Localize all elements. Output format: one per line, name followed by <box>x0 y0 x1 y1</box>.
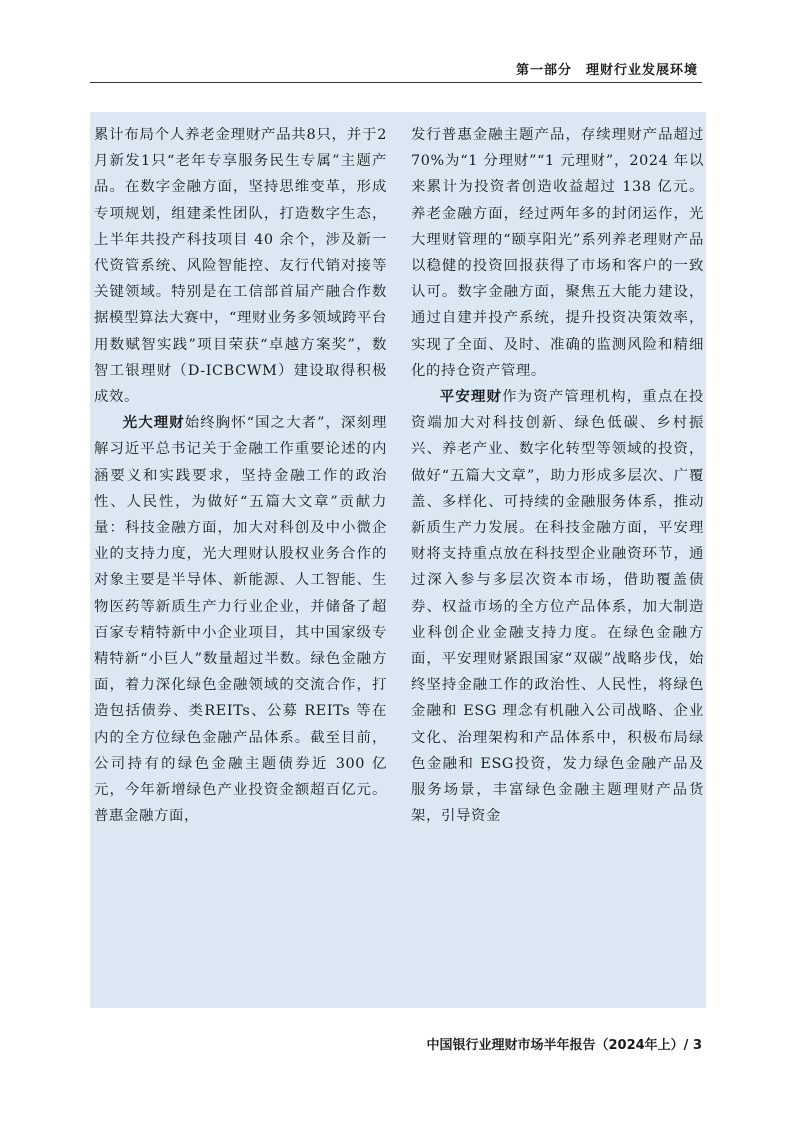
org-name-everbright: 光大理财 <box>122 415 185 432</box>
left-paragraph-2 <box>94 410 387 829</box>
page-header <box>90 54 702 83</box>
left-column <box>94 122 387 829</box>
right-paragraph-2 <box>411 384 704 829</box>
right-paragraph-1: 发行普惠金融主题产品，存续理财产品超过 70%为“1 分理财”“1 元理财”，2024 年以来累计为投资者创造收益超过 138 亿元。养老金融方面，经过两年多的封闭运作，光大理财管理的“颐享阳光”系列养老理财产品以稳健的投资回报获得了市场和客户的一致认可。数字金融方面，聚焦五大能力建设，通过自建并投产系统，提升投资决策效率，实现了全面、及时、准确的监测风险和精细化的持仓资产管理。 <box>411 127 704 379</box>
right-paragraph-2-text: 作为资产管理机构，重点在投资端加大对科技创新、绿色低碳、乡村振兴、养老产业、数字化转型等领域的投资，做好“五篇大文章”，助力形成多层次、广覆盖、多样化、可持续的金融服务体系，推动新质生产力发展。在科技金融方面，平安理财将支持重点放在科技型企业融资环节，通过深入参与多层次资本市场，借助覆盖债券、权益市场的全方位产品体系，加大制造业科创企业金融支持力度。在绿色金融方面，平安理财紧跟国家“双碳”战略步伐，始终坚持金融工作的政治性、人民性，将绿色金融和 ESG 理念有机融入公司战略、企业文化、治理架构和产品体系中，积极布局绿色金融和 ESG投资，发力绿色金融产品及服务场景，丰富绿色金融主题理财产品货架，引导资金 <box>411 389 704 825</box>
right-column <box>411 122 704 829</box>
left-paragraph-2-text: 始终胸怀“国之大者”，深刻理解习近平总书记关于金融工作重要论述的内涵要义和实践要求，坚持金融工作的政治性、人民性，为做好“五篇大文章”贡献力量：科技金融方面，加大对科创及中小微企业的支持力度，光大理财认股权业务合作的对象主要是半导体、新能源、人工智能、生物医药等新质生产力行业企业，并储备了超百家专精特新中小企业项目，其中国家级专精特新“小巨人”数量超过半数。绿色金融方面，着力深化绿色金融领域的交流合作，打造包括债券、类REITs、公募 REITs 等在内的全方位绿色金融产品体系。截至目前，公司持有的绿色金融主题债券近 300 亿元，今年新增绿色产业投资金额超百亿元。普惠金融方面， <box>94 415 387 825</box>
left-paragraph-1: 累计布局个人养老金理财产品共8只，并于2月新发1只“老年专享服务民生专属”主题产品。在数字金融方面，坚持思维变革，形成专项规划，组建柔性团队，打造数字生态，上半年共投产科技项目 40 余个，涉及新一代资管系统、风险智能控、友行代销对接等关键领域。特别是在工信部首届产融合作数据模型算法大赛中，“理财业务多领域跨平台用数赋智实践”项目荣获“卓越方案奖”，数智工银理财（D-ICBCWM）建设取得积极成效。 <box>94 127 387 406</box>
section-title: 第一部分 理财行业发展环境 <box>515 63 698 78</box>
page-footer: 中国银行业理财市场半年报告（2024年上）/ 3 <box>426 1038 702 1053</box>
org-name-pingan: 平安理财 <box>439 389 503 406</box>
